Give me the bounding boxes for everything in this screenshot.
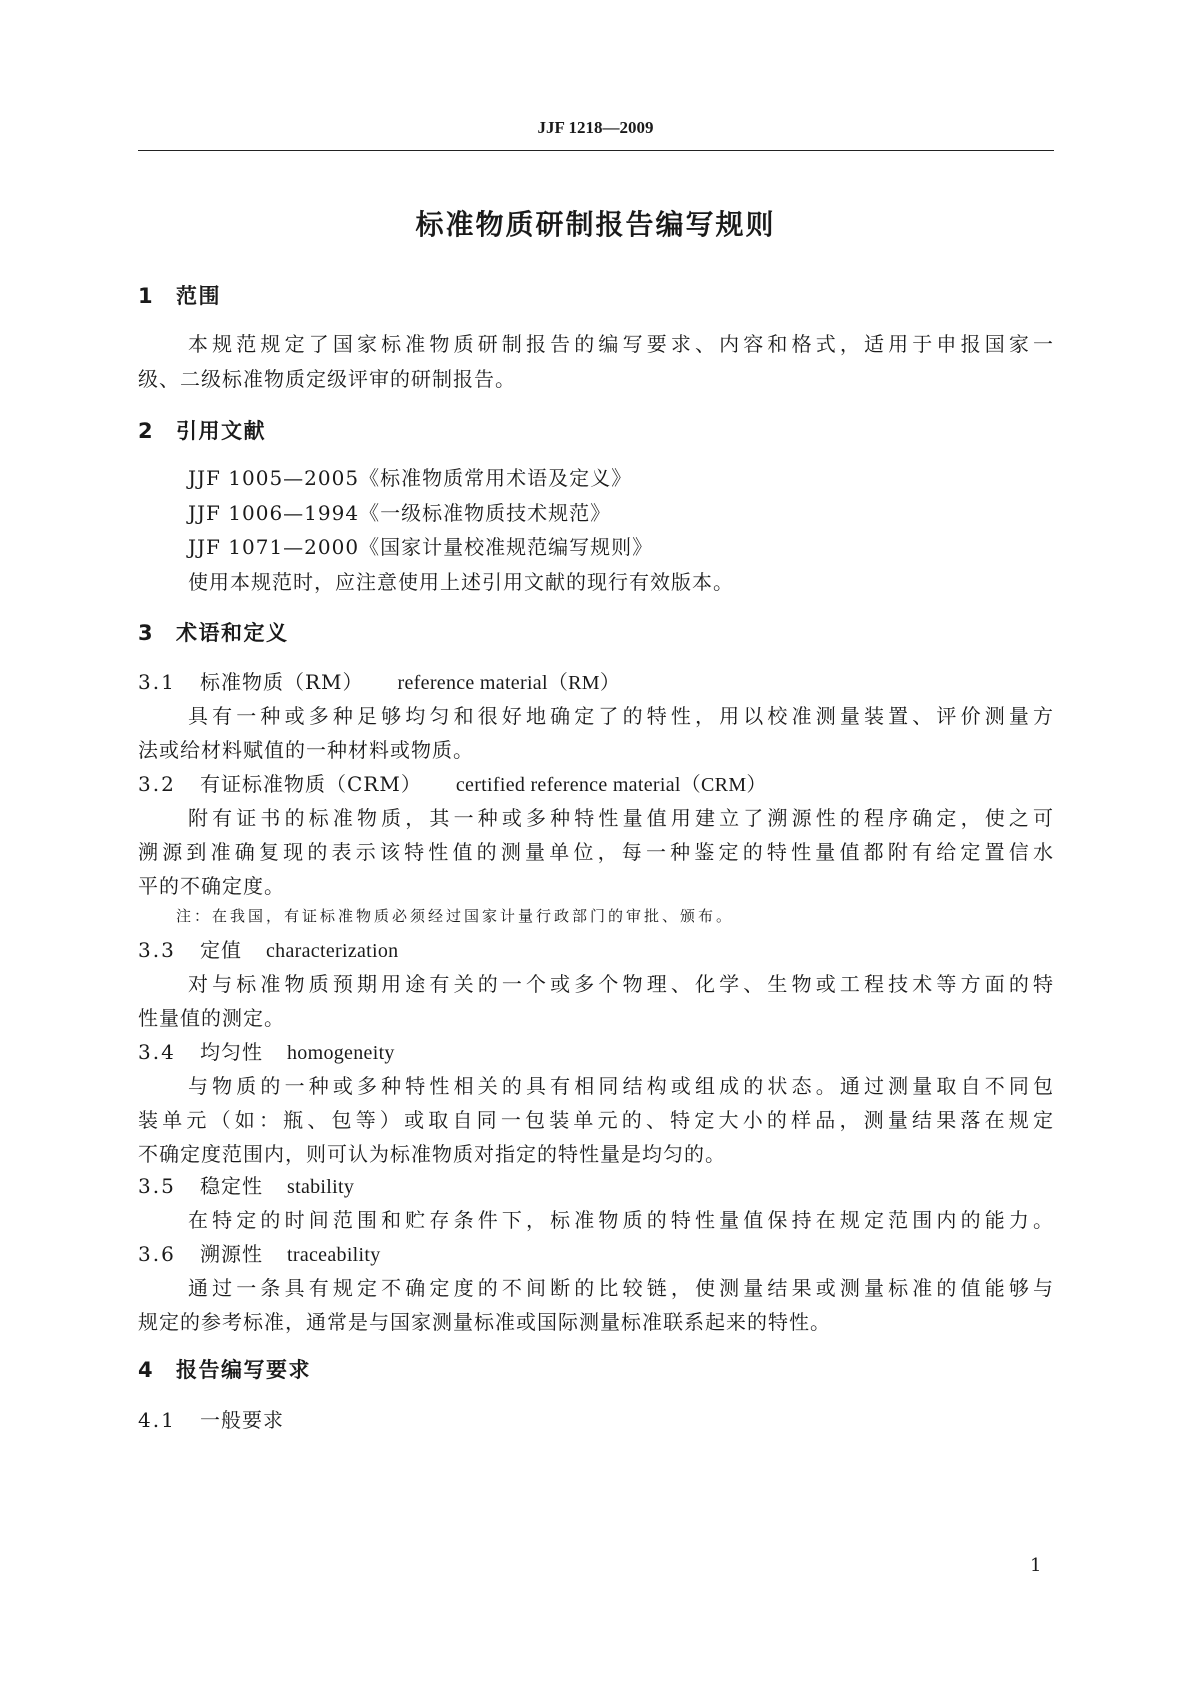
paragraph-line: 级、二级标准物质定级评审的研制报告。: [138, 367, 516, 391]
section-1-heading: [138, 280, 221, 310]
term-english: reference material（RM）: [397, 672, 621, 694]
term-number: 3.3: [138, 938, 176, 962]
term-chinese: 定值: [200, 938, 242, 962]
term-english: stability: [287, 1176, 355, 1198]
paragraph-line: 本规范规定了国家标准物质研制报告的编写要求、内容和格式，适用于申报国家一: [188, 332, 1054, 356]
term-chinese: 标准物质（RM）: [200, 670, 364, 694]
definition-line: 附有证书的标准物质，其一种或多种特性量值用建立了溯源性的程序确定，使之可: [188, 806, 1054, 830]
definition-line: 法或给材料赋值的一种材料或物质。: [138, 738, 474, 762]
document-title: 标准物质研制报告编写规则: [415, 208, 776, 241]
definition-line: 具有一种或多种足够均匀和很好地确定了的特性，用以校准测量装置、评价测量方: [188, 704, 1054, 728]
section-number: 2: [138, 419, 155, 443]
term-english: certified reference material（CRM）: [455, 774, 767, 796]
reference-item: JJF 1005—2005《标准物质常用术语及定义》: [188, 466, 633, 490]
term-3-3: [138, 934, 1054, 963]
section-2-heading: [138, 415, 266, 445]
section-4-heading: [138, 1354, 311, 1384]
section-title: 引用文献: [176, 419, 266, 443]
term-number: 3.5: [138, 1174, 176, 1198]
section-title: 报告编写要求: [176, 1358, 311, 1382]
definition-line: 对与标准物质预期用途有关的一个或多个物理、化学、生物或工程技术等方面的特: [188, 972, 1054, 996]
term-3-6: [138, 1238, 1054, 1267]
term-chinese: 均匀性: [200, 1040, 263, 1064]
definition-line: 与物质的一种或多种特性相关的具有相同结构或组成的状态。通过测量取自不同包: [188, 1074, 1054, 1098]
standard-code: JJF 1218—2009: [537, 118, 654, 137]
term-3-2: [138, 768, 1054, 797]
reference-note: 使用本规范时，应注意使用上述引用文献的现行有效版本。: [188, 570, 734, 594]
subsection-title: 一般要求: [200, 1408, 284, 1432]
term-3-5: [138, 1170, 1054, 1199]
term-3-4: [138, 1036, 1054, 1065]
definition-line: 溯源到准确复现的表示该特性值的测量单位，每一种鉴定的特性量值都附有给定置信水: [138, 840, 1054, 864]
definition-note: 注：在我国，有证标准物质必须经过国家计量行政部门的审批、颁布。: [176, 907, 735, 925]
definition-line: 规定的参考标准，通常是与国家测量标准或国际测量标准联系起来的特性。: [138, 1310, 831, 1334]
term-english: homogeneity: [287, 1042, 395, 1064]
term-chinese: 稳定性: [200, 1174, 263, 1198]
section-3-heading: [138, 617, 289, 647]
definition-line: 在特定的时间范围和贮存条件下，标准物质的特性量值保持在规定范围内的能力。: [188, 1208, 1054, 1232]
section-number: 3: [138, 621, 155, 645]
definition-line: 性量值的测定。: [138, 1006, 285, 1030]
definition-line: 通过一条具有规定不确定度的不间断的比较链，使测量结果或测量标准的值能够与: [188, 1276, 1054, 1300]
term-chinese: 有证标准物质（CRM）: [200, 772, 422, 796]
definition-line: 平的不确定度。: [138, 874, 285, 898]
header-rule: [138, 150, 1054, 151]
term-english: traceability: [287, 1244, 381, 1266]
term-number: 3.2: [138, 772, 176, 796]
definition-line: 装单元（如：瓶、包等）或取自同一包装单元的、特定大小的样品，测量结果落在规定: [138, 1108, 1054, 1132]
subsection-4-1: [138, 1404, 1054, 1433]
section-title: 范围: [176, 284, 221, 308]
reference-item: JJF 1006—1994《一级标准物质技术规范》: [188, 501, 612, 525]
term-number: 3.6: [138, 1242, 176, 1266]
section-title: 术语和定义: [176, 621, 289, 645]
section-number: 1: [138, 284, 155, 308]
term-3-1: [138, 666, 1054, 695]
section-number: 4: [138, 1358, 155, 1382]
term-number: 3.1: [138, 670, 176, 694]
subsection-number: 4.1: [138, 1408, 176, 1432]
definition-line: 不确定度范围内，则可认为标准物质对指定的特性量是均匀的。: [138, 1142, 726, 1166]
reference-item: JJF 1071—2000《国家计量校准规范编写规则》: [188, 535, 654, 559]
term-chinese: 溯源性: [200, 1242, 263, 1266]
page-number: 1: [1030, 1555, 1042, 1576]
term-number: 3.4: [138, 1040, 176, 1064]
term-english: characterization: [266, 940, 399, 962]
